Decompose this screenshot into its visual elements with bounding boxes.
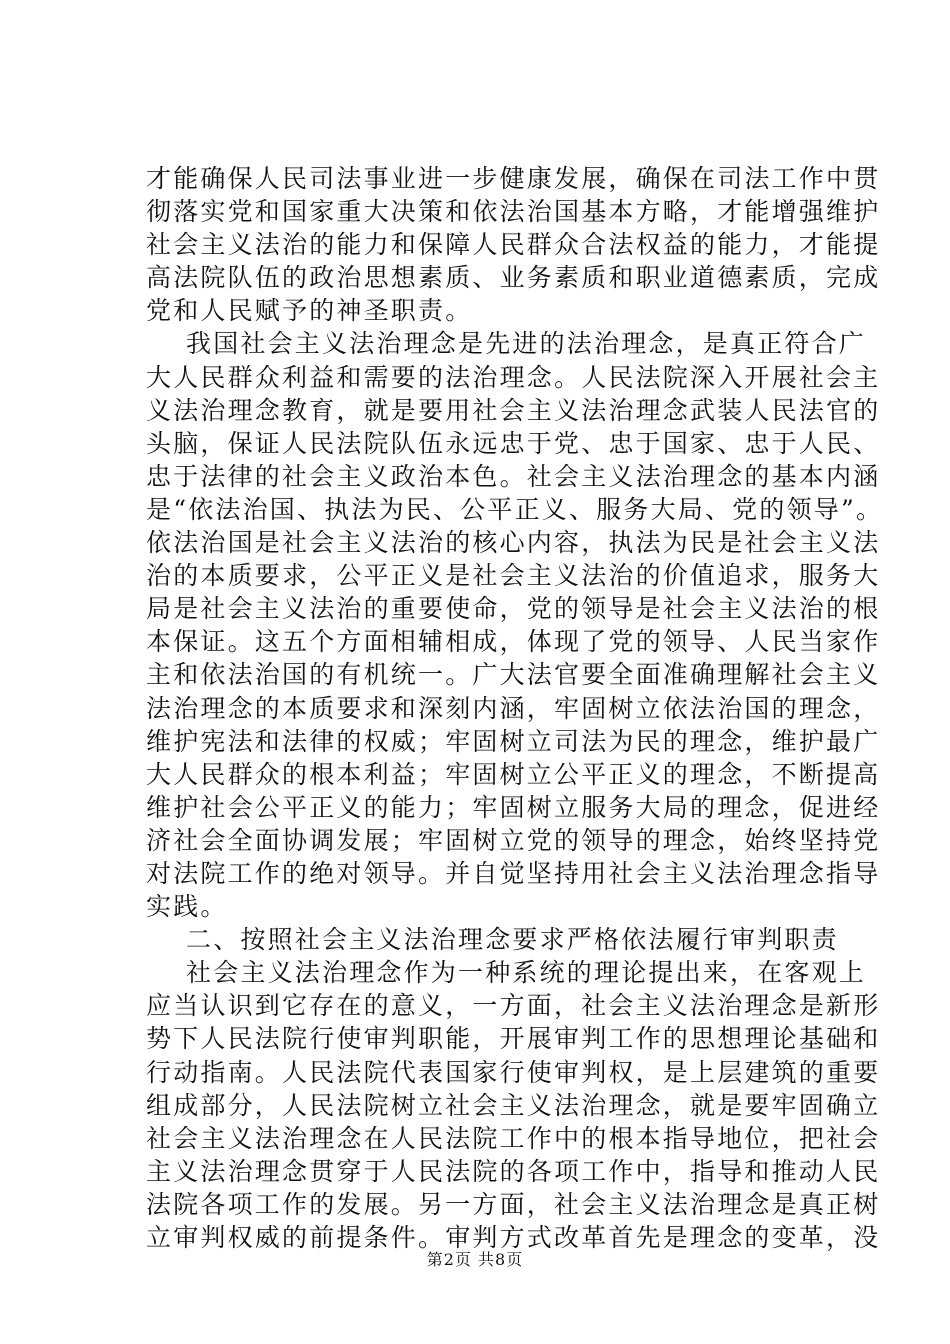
text-line: 大人民群众利益和需要的法治理念。人民法院深入开展社会主 [146, 362, 881, 392]
page-indicator: 第2页 共8页 [426, 1250, 524, 1269]
text-line: 治的本质要求，公平正义是社会主义法治的价值追求，服务大 [146, 561, 881, 591]
text-line: 局是社会主义法治的重要使命，党的领导是社会主义法治的根 [146, 594, 881, 624]
text-line: 高法院队伍的政治思想素质、业务素质和职业道德素质，完成 [146, 263, 881, 293]
text-line: 彻落实党和国家重大决策和依法治国基本方略，才能增强维护 [146, 197, 881, 227]
text-line: 主义法治理念贯穿于人民法院的各项工作中，指导和推动人民 [146, 1156, 881, 1186]
text-line: 是“依法治国、执法为民、公平正义、服务大局、党的领导”。 [146, 494, 884, 524]
paragraph-start-line: 我国社会主义法治理念是先进的法治理念，是真正符合广 [186, 329, 867, 359]
text-line: 党和人民赋予的神圣职责。 [146, 296, 473, 326]
text-line: 济社会全面协调发展；牢固树立党的领导的理念，始终坚持党 [146, 825, 881, 855]
text-line: 大人民群众的根本利益；牢固树立公平正义的理念，不断提高 [146, 759, 881, 789]
text-line: 社会主义法治理念在人民法院工作中的根本指导地位，把社会 [146, 1123, 881, 1153]
text-line: 主和依法治国的有机统一。广大法官要全面准确理解社会主义 [146, 660, 881, 690]
text-line: 应当认识到它存在的意义，一方面，社会主义法治理念是新形 [146, 991, 881, 1021]
text-line: 才能确保人民司法事业进一步健康发展，确保在司法工作中贯 [146, 164, 881, 193]
text-line: 实践。 [146, 892, 228, 922]
text-line: 维护宪法和法律的权威；牢固树立司法为民的理念，维护最广 [146, 726, 881, 756]
text-line: 忠于法律的社会主义政治本色。社会主义法治理念的基本内涵 [146, 461, 881, 491]
text-line: 本保证。这五个方面相辅相成，体现了党的领导、人民当家作 [146, 627, 881, 657]
text-line: 依法治国是社会主义法治的核心内容，执法为民是社会主义法 [146, 528, 881, 558]
text-line: 组成部分，人民法院树立社会主义法治理念，就是要牢固确立 [146, 1090, 881, 1120]
section-heading: 二、按照社会主义法治理念要求严格依法履行审判职责 [186, 925, 839, 955]
text-line: 立审判权威的前提条件。审判方式改革首先是理念的变革，没 [146, 1223, 881, 1252]
text-line: 法院各项工作的发展。另一方面，社会主义法治理念是真正树 [146, 1189, 881, 1219]
text-line: 势下人民法院行使审判职能，开展审判工作的思想理论基础和 [146, 1024, 881, 1054]
text-line: 社会主义法治的能力和保障人民群众合法权益的能力，才能提 [146, 230, 881, 260]
text-line: 义法治理念教育，就是要用社会主义法治理念武装人民法官的 [146, 395, 881, 425]
text-line: 头脑，保证人民法院队伍永远忠于党、忠于国家、忠于人民、 [146, 428, 881, 458]
document-body [146, 162, 884, 1254]
paragraph-start-line: 社会主义法治理念作为一种系统的理论提出来，在客观上 [186, 958, 867, 988]
text-line: 对法院工作的绝对领导。并自觉坚持用社会主义法治理念指导 [146, 858, 881, 888]
text-line: 维护社会公平正义的能力；牢固树立服务大局的理念，促进经 [146, 792, 881, 822]
text-line: 法治理念的本质要求和深刻内涵，牢固树立依法治国的理念， [146, 693, 881, 723]
text-line: 行动指南。人民法院代表国家行使审判权，是上层建筑的重要 [146, 1057, 881, 1087]
